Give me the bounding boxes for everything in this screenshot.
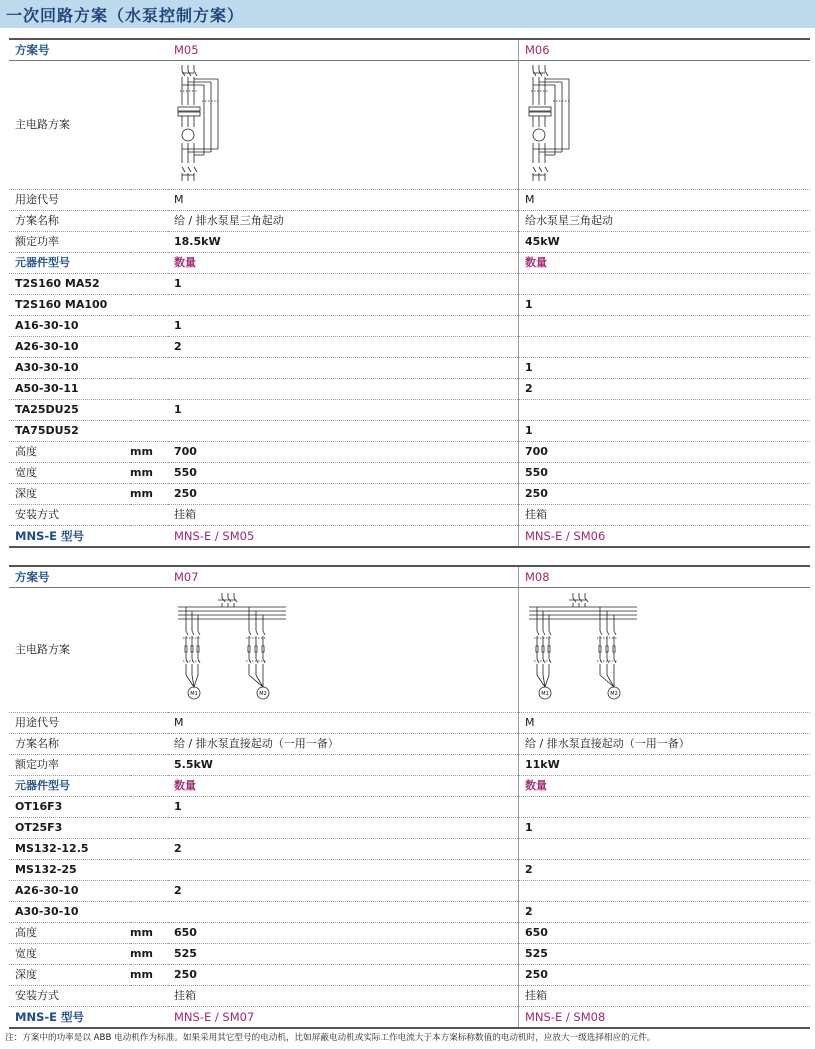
scheme-table-m05-m06 [9, 38, 810, 548]
model-row: MNS-E 型号 MNS-E / SM05 MNS-E / SM06 [9, 526, 810, 548]
component-row: A16-30-10 1 [9, 316, 810, 337]
component-section-header: 元器件型号 数量 数量 [9, 253, 810, 274]
mount-row: 安装方式 挂箱 挂箱 [9, 505, 810, 526]
component-row: A30-30-10 1 [9, 358, 810, 379]
title-bar [0, 0, 815, 28]
info-row: 额定功率 18.5kW 45kW [9, 232, 810, 253]
component-section-header: 元器件型号 数量 数量 [9, 776, 810, 797]
component-row: OT25F3 1 [9, 818, 810, 839]
dimension-row: 深度 mm 250 250 [9, 484, 810, 505]
header-label: 方案号 [9, 566, 130, 588]
circuit-diagram-cell-2 [519, 588, 811, 713]
info-row: 方案名称 给 / 排水泵直接起动（一用一备） 给 / 排水泵直接起动（一用一备） [9, 734, 810, 755]
info-row: 用途代号 M M [9, 190, 810, 211]
star-delta-circuit-icon [525, 63, 615, 187]
info-row: 额定功率 5.5kW 11kW [9, 755, 810, 776]
component-row: T2S160 MA100 1 [9, 295, 810, 316]
footnote: 注：方案中的功率是以 ABB 电动机作为标准。如果采用其它型号的电动机，比如屏蔽电动机或实际工作电流大于本方案标称数值的电动机时，应放大一级选择相应的元件。 [5, 1033, 656, 1043]
scheme-table-m07-m08 [9, 565, 810, 1029]
circuit-diagram-cell-2 [519, 61, 811, 190]
component-row: A30-30-10 2 [9, 902, 810, 923]
circuit-diagram-row [9, 588, 810, 713]
page-title: 一次回路方案（水泵控制方案） [6, 6, 245, 25]
component-row: MS132-12.5 2 [9, 839, 810, 860]
dual-motor-circuit-icon [174, 591, 292, 709]
dual-motor-circuit-icon [525, 591, 643, 709]
circuit-label: 主电路方案 [9, 61, 130, 190]
mount-row: 安装方式 挂箱 挂箱 [9, 986, 810, 1007]
dimension-row: 高度 mm 700 700 [9, 442, 810, 463]
scheme-id-2: M06 [519, 39, 811, 61]
circuit-label: 主电路方案 [9, 588, 130, 713]
component-row: A50-30-11 2 [9, 379, 810, 400]
scheme-id-1: M05 [168, 39, 519, 61]
circuit-diagram-cell-1 [168, 61, 519, 190]
circuit-diagram-row [9, 61, 810, 190]
scheme-id-1: M07 [168, 566, 519, 588]
dimension-row: 高度 mm 650 650 [9, 923, 810, 944]
component-row: T2S160 MA52 1 [9, 274, 810, 295]
motor-2-label: M2 [610, 691, 618, 697]
component-row: TA25DU25 1 [9, 400, 810, 421]
info-row: 方案名称 给 / 排水泵星三角起动 给水泵星三角起动 [9, 211, 810, 232]
component-row: TA75DU52 1 [9, 421, 810, 442]
dimension-row: 深度 mm 250 250 [9, 965, 810, 986]
table-header-row [9, 566, 810, 588]
dimension-row: 宽度 mm 525 525 [9, 944, 810, 965]
circuit-diagram-cell-1 [168, 588, 519, 713]
table-header-row [9, 39, 810, 61]
header-label: 方案号 [9, 39, 130, 61]
motor-1-label: M1 [541, 691, 549, 697]
component-row: A26-30-10 2 [9, 337, 810, 358]
scheme-id-2: M08 [519, 566, 811, 588]
info-row: 用途代号 M M [9, 713, 810, 734]
dimension-row: 宽度 mm 550 550 [9, 463, 810, 484]
star-delta-circuit-icon [174, 63, 264, 187]
model-row: MNS-E 型号 MNS-E / SM07 MNS-E / SM08 [9, 1007, 810, 1029]
component-row: A26-30-10 2 [9, 881, 810, 902]
component-row: OT16F3 1 [9, 797, 810, 818]
motor-2-label: M2 [259, 691, 267, 697]
component-row: MS132-25 2 [9, 860, 810, 881]
motor-1-label: M1 [190, 691, 198, 697]
